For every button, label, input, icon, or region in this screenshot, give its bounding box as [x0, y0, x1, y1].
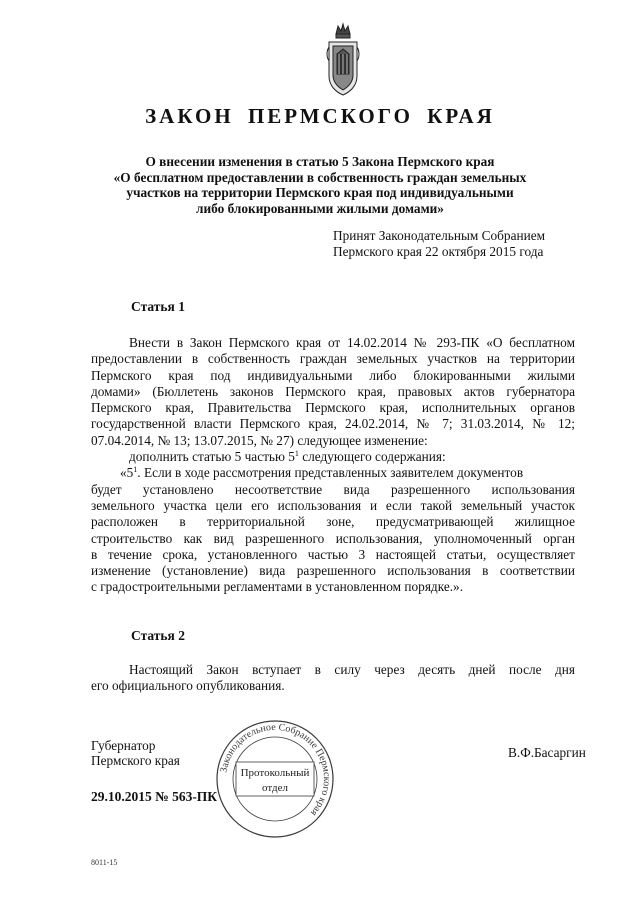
paragraph-line: государственной власти Пермского края, 24.02.2014, № 7; 31.03.2014, № 12;	[91, 416, 575, 432]
paragraph-line: предоставлении в собственность граждан земельных участков на территории	[91, 351, 575, 367]
official-stamp	[214, 718, 336, 840]
paragraph-line: расположен в территориальной зоне, предусматривающей жилищное	[91, 514, 575, 530]
amend-text: следующего содержания:	[298, 449, 446, 465]
paragraph-line: Пермского края, Правительства Пермского края, исполнительных органов	[91, 400, 575, 416]
paragraph-line: Настоящий Закон вступает в силу через десять дней после дня	[129, 662, 575, 677]
position-line: Пермского края	[91, 753, 180, 768]
subtitle-line: либо блокированными жилыми домами»	[196, 200, 444, 216]
stamp-ring-text: Законодательное Собрание Пермского края	[218, 721, 333, 819]
paragraph-line: в течение срока, установленного частью 3 настоящей статьи, осуществляет	[91, 546, 575, 562]
quote-open: «5	[120, 465, 134, 481]
position-line: Губернатор	[91, 738, 156, 753]
stamp-center-line1: Протокольный	[240, 767, 310, 779]
paragraph-line: с градостроительными регламентами в установленном порядке.».	[91, 579, 464, 595]
paragraph-line: Внести в Закон Пермского края от 14.02.2014 № 293-ПК «О бесплатном	[129, 335, 575, 350]
subtitle-line: участков на территории Пермского края под индивидуальными	[126, 185, 514, 200]
adoption-note	[333, 228, 545, 260]
subtitle-line: О внесении изменения в статью 5 Закона Пермского края	[145, 154, 495, 169]
governor-name: В.Ф.Басаргин	[508, 745, 586, 760]
paragraph-line: домами» (Бюллетень законов Пермского края, правовых актов губернатора	[91, 383, 575, 399]
paragraph-line: будет установлено несоответствие вида разрешенного использования	[91, 481, 575, 497]
quote-text: . Если в ходе рассмотрения представленных заявителем документов	[137, 465, 524, 481]
adoption-line: Пермского края 22 октября 2015 года	[333, 244, 544, 259]
article-2-heading: Статья 2	[131, 628, 185, 643]
stamp-center-line2: отдел	[262, 782, 288, 794]
paragraph-line	[91, 449, 575, 465]
date-and-number: 29.10.2015 № 563-ПК	[91, 789, 218, 804]
article-1-heading: Статья 1	[131, 299, 185, 314]
article-1-body	[91, 335, 575, 596]
governor-position	[91, 738, 180, 768]
amend-text: дополнить статью 5 частью 5	[129, 449, 295, 465]
law-title: ЗАКОН ПЕРМСКОГО КРАЯ	[145, 104, 495, 128]
article-2-body	[91, 662, 575, 695]
subtitle-line: «О бесплатном предоставлении в собственность граждан земельных	[113, 169, 527, 185]
law-subtitle	[60, 154, 580, 216]
paragraph-line	[91, 465, 575, 481]
paragraph-line: его официального опубликования.	[91, 678, 285, 694]
superscript: 1	[294, 449, 299, 459]
paragraph-line: строительство как вид разрешенного использования, уполномоченный орган	[91, 530, 575, 546]
coat-of-arms-emblem	[322, 20, 364, 98]
paragraph-line: 07.04.2014, № 13; 13.07.2015, № 27) следующее изменение:	[91, 432, 428, 448]
superscript: 1	[133, 465, 138, 475]
document-code: 8011-15	[91, 858, 118, 867]
paragraph-line: изменение (установление) вида разрешенного использования в соответствии	[91, 563, 575, 579]
paragraph-line: земельного участка цели его использования и если такой земельный участок	[91, 497, 575, 513]
adoption-line: Принят Законодательным Собранием	[333, 228, 546, 243]
paragraph-line: Пермского края под индивидуальными либо блокированными жилыми	[91, 367, 575, 383]
